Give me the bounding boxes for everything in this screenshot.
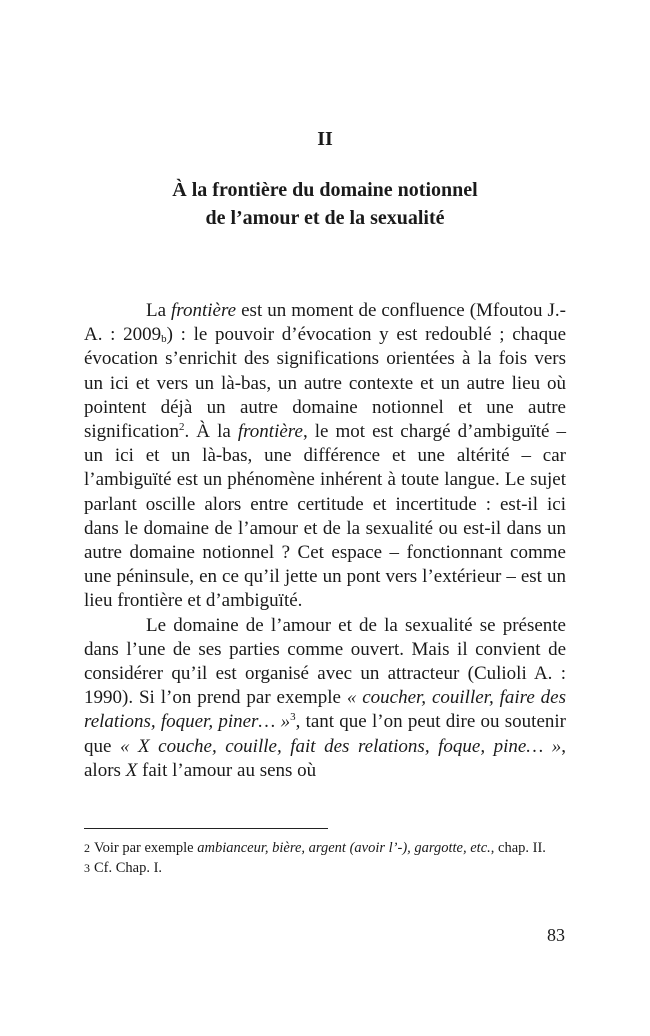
paragraph-1-text: ) : le pouvoir d’évocation y est redoublé ; chaque évocation s’enrichit des significations orientées à la fois vers un ici et vers un là-bas, un autre contexte et un autre lieu où pointent déjà un autre domaine notionnel et une autre signification <box>84 324 567 443</box>
paragraph-1-emphasis: frontière <box>171 300 237 321</box>
paragraph-1-emphasis: frontière <box>237 421 303 443</box>
chapter-number: II <box>317 128 333 150</box>
footnote-3 <box>84 858 566 878</box>
footnote-2 <box>84 838 566 858</box>
footnote-emphasis: ambianceur, bière, argent (avoir l’-), gargotte, etc. <box>197 840 491 856</box>
footnote-mark: 3 <box>84 861 90 875</box>
footnote-divider <box>84 828 328 829</box>
footnote-text: Cf. Chap. I. <box>94 860 163 876</box>
chapter-title-line-2: de l’amour et de la sexualité <box>205 207 445 229</box>
footnote-text: Voir par exemple <box>94 840 198 856</box>
paragraph-2-emphasis: « X couche, couille, fait des relations, foque, pine… » <box>119 735 562 757</box>
footnote-ref-3: 3 <box>290 711 296 724</box>
body-text <box>84 299 566 783</box>
paragraph-1 <box>84 299 566 614</box>
paragraph-1-text: . À la <box>184 421 238 443</box>
paragraph-2-emphasis: « coucher, couiller, faire des relations, foquer, piner… » <box>84 687 566 733</box>
paragraph-2-text: fait l’amour au sens où <box>137 759 317 781</box>
paragraph-2-text: , alors <box>84 735 566 781</box>
footnotes <box>84 838 566 878</box>
page-number: 83 <box>547 925 565 945</box>
footnote-text: , chap. II. <box>490 840 546 856</box>
paragraph-2-text: Le domaine de l’amour et de la sexualité se présente dans l’une de ses parties comme ouvert. Mais il convient de considérer qu’il est organisé avec un attracteur (Culioli A. : 1990). Si l’on prend par exemple <box>84 614 566 709</box>
paragraph-2-text: , tant que l’on peut dire ou soutenir que <box>84 711 566 757</box>
paragraph-1-text: est un moment de confluence (Mfoutou J.-A. : 2009 <box>84 300 566 346</box>
paragraph-2 <box>84 614 566 783</box>
citation-subscript: b <box>161 333 167 346</box>
chapter-title <box>0 176 650 232</box>
chapter-title-line-1: À la frontière du domaine notionnel <box>172 179 478 201</box>
paragraph-1-text: La <box>146 300 172 321</box>
paragraph-2-emphasis: X <box>125 759 138 781</box>
paragraph-1-text: , le mot est chargé d’ambiguïté – un ici et un là-bas, une différence et une altérité – car l’ambiguïté est un phénomène inhérent à toute langue. Le sujet parlant oscille alors entre certitude et incertitude : est-il ici dans le domaine de l’amour et de la sexualité ou est-il dans un autre domaine notionnel ? Cet espace – fonctionnant comme une péninsule, en ce qu’il jette un pont vers l’extérieur – est un lieu frontière et d’ambiguïté. <box>84 421 566 612</box>
footnote-ref-2: 2 <box>178 421 185 434</box>
footnote-mark: 2 <box>84 841 90 855</box>
